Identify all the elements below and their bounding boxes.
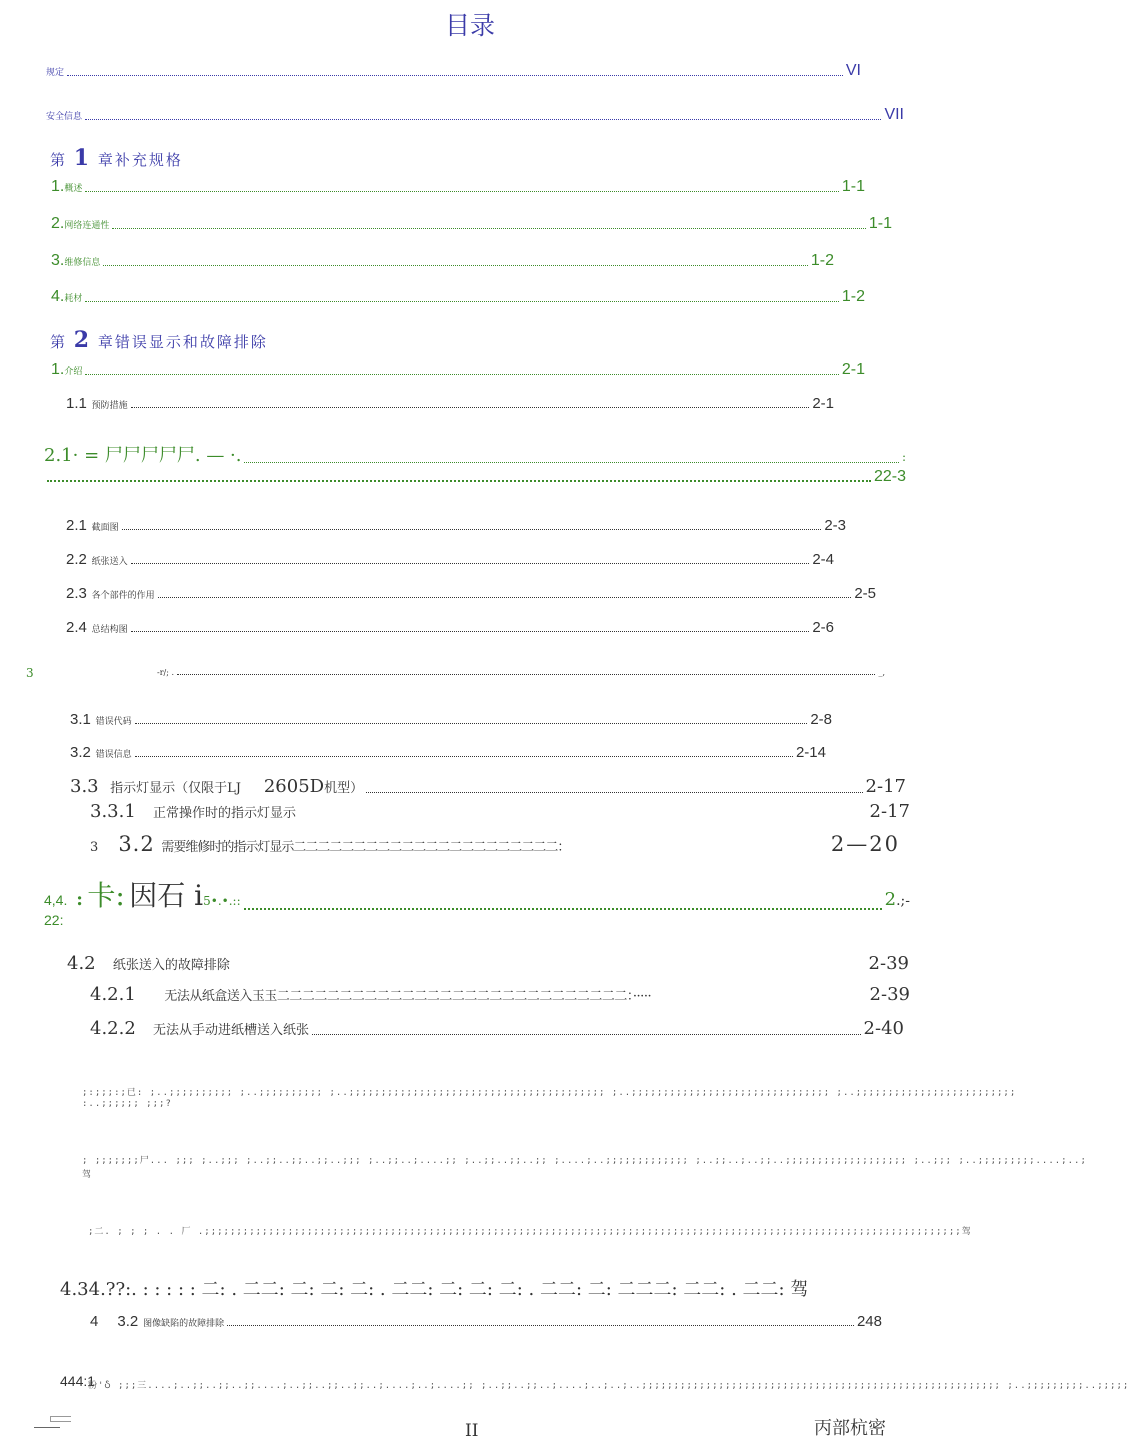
toc-entry-consumables[interactable] — [51, 288, 865, 306]
toc-entry-garbled-4-3-4[interactable]: 4.34.??:. : : : : : 二: . 二二: 二: 二: 二: . 二二: 二: 二: 二: . 二二: 二: 二二二: 二二: . 二二: 驾 — [60, 1279, 809, 1300]
toc-number: 2.2 — [66, 551, 87, 568]
toc-entry-garbled-2-1[interactable] — [44, 441, 906, 467]
toc-entry-manual-feed[interactable] — [90, 1018, 904, 1039]
toc-page: 1-1 — [868, 215, 892, 232]
toc-page: 2-17 — [869, 801, 910, 822]
toc-page: 1-2 — [810, 252, 834, 269]
toc-label-suffix: 机型） — [324, 781, 364, 796]
toc-number: 2.4 — [66, 619, 87, 636]
toc-entry-structure[interactable] — [66, 618, 834, 636]
toc-label: 指示灯显示（仅限于LJ — [110, 781, 241, 796]
chapter-1-heading[interactable] — [50, 145, 183, 171]
toc-page: 2-4 — [812, 551, 834, 568]
toc-title: 目录 — [445, 11, 496, 40]
toc-entry-network[interactable] — [51, 215, 892, 233]
toc-number: 4.2.2 — [90, 1018, 136, 1039]
toc-number: 4.2.1 — [90, 984, 136, 1005]
garbled-line-2a: ; ;;;;;;;尸... ;;; ;..;;; ;..;;..;;..;;..;;; ;..;;..;....;; ;..;;..;;..;; ;....;..;;;;;;;;;;;;; ;..;;..;..;;..;;;;;;;;;;;;;;;;;;; ;..;;; ;..;;;;;;;;;....;..; — [82, 1156, 1087, 1166]
toc-label: 截面图 — [91, 523, 119, 533]
toc-number: 3 — [90, 840, 99, 855]
leader-dots — [131, 631, 810, 632]
toc-number: 1. — [51, 361, 65, 378]
chapter-number: 2 — [73, 327, 92, 353]
toc-entry-overview[interactable] — [51, 178, 865, 196]
toc-number: 3.1 — [70, 711, 91, 728]
toc-entry-indicator-service[interactable] — [90, 832, 900, 856]
toc-entry-safety[interactable] — [46, 106, 904, 124]
leader-dots — [158, 597, 852, 598]
toc-number: 2. — [51, 215, 65, 232]
toc-number: 4.2 — [67, 953, 96, 974]
toc-entry-indicator-normal[interactable] — [90, 801, 910, 822]
toc-label: 需要维修时的指示灯显示二二二二二二二二二二二二二二二二二二二二二二： — [161, 840, 570, 855]
leader-dots — [103, 265, 808, 266]
toc-label: 错误信息 — [95, 750, 132, 760]
toc-entry-maintenance[interactable] — [51, 252, 834, 270]
toc-number-sub: 3.2 — [117, 1313, 139, 1330]
leader-dots — [85, 301, 839, 302]
toc-page: 2 — [884, 889, 897, 910]
leader-dots — [47, 480, 871, 482]
leader-dots — [85, 191, 839, 192]
leader-dots — [112, 228, 866, 229]
leader-dots — [312, 1034, 861, 1035]
toc-page: 248 — [856, 1313, 882, 1330]
toc-label: 错误代码 — [95, 717, 132, 727]
page-number: II — [465, 1421, 479, 1441]
toc-label: 安全信息 — [46, 112, 83, 122]
toc-number: 1. — [51, 178, 65, 195]
garbled-line-1b: :..;;;;;; ;;;? — [82, 1099, 172, 1109]
toc-page: 2-3 — [824, 517, 846, 534]
toc-entry-image-defects[interactable] — [90, 1312, 882, 1330]
toc-page: 2-39 — [869, 984, 910, 1005]
toc-entry-components[interactable] — [66, 584, 876, 602]
toc-page: 2-17 — [865, 776, 906, 797]
leader-dots — [67, 75, 843, 76]
toc-label: 总结构图 — [91, 625, 128, 635]
leader-dots — [85, 374, 839, 375]
toc-label: 耗材 — [64, 294, 83, 304]
toc-entry-cross-section[interactable] — [66, 516, 846, 534]
toc-entry-regulations[interactable] — [46, 62, 861, 80]
classification-label: 丙部杭密 — [814, 1418, 886, 1439]
toc-number: 3.2 — [70, 744, 91, 761]
leader-dots — [131, 563, 810, 564]
toc-entry-garbled-3 — [157, 668, 885, 677]
toc-page: 2—20 — [830, 832, 900, 856]
leader-dots — [135, 756, 793, 757]
leader-dots — [85, 119, 881, 120]
toc-page: 1-2 — [841, 288, 865, 305]
toc-label: 纸张送入的故障排除 — [112, 958, 230, 973]
toc-label: 纸张送入 — [91, 557, 128, 567]
toc-label: 无法从手动进纸槽送入纸张 — [152, 1023, 309, 1038]
toc-mark: : — [76, 889, 83, 910]
footer-mark — [34, 1414, 70, 1428]
toc-number: 2.3 — [66, 585, 87, 602]
garbled-line-2b: 驾 — [82, 1170, 93, 1180]
leader-dots — [122, 529, 822, 530]
toc-page: 2-1 — [812, 395, 834, 412]
toc-label: 介绍 — [64, 367, 83, 377]
toc-label-c: 5•.•.:: — [203, 894, 241, 908]
leader-dots — [366, 792, 862, 793]
toc-entry-garbled-3-number[interactable]: 3 — [26, 666, 34, 680]
toc-number: 4 — [90, 1313, 99, 1330]
garbled-line-4: 粉'Ⴢ ;;;三....;..;;..;;..;;....;..;;..;;..;;..;....;..;....;; ;..;;..;;..;....;..;..;..;;;;;;;;;;;;;;;;;;;;;;;;;;;;;;;;;;;;;;;;;;;;;;;;;;;;;;;; ;..;;;;;;;;;..;;;;; — [88, 1381, 1129, 1391]
toc-label-a: 卡: — [87, 879, 125, 912]
toc-label: 正常操作时的指示灯显示 — [152, 806, 296, 821]
toc-number: 2.1 — [66, 517, 87, 534]
toc-label: 维修信息 — [64, 258, 101, 268]
chapter-title: 章补充规格 — [97, 151, 183, 169]
toc-entry-precautions[interactable] — [66, 394, 834, 412]
toc-page: VII — [884, 106, 904, 123]
toc-page: 2-40 — [863, 1018, 904, 1039]
toc-number: 3. — [51, 252, 65, 269]
chapter-prefix: 第 — [50, 151, 68, 169]
toc-number: 4,4. — [44, 892, 68, 908]
toc-label: 各个部件的作用 — [91, 591, 155, 601]
toc-label: -r/; . — [157, 668, 175, 677]
toc-entry-garbled-4-wrap: 22: — [44, 912, 64, 928]
leader-dots — [227, 1325, 854, 1326]
chapter-prefix: 第 — [50, 333, 68, 351]
toc-page: 2-6 — [812, 619, 834, 636]
toc-tail: .;- — [896, 893, 910, 909]
leader-dots — [135, 723, 808, 724]
toc-page: 2-5 — [854, 585, 876, 602]
leader-dots — [244, 908, 882, 910]
toc-label: 预防措施 — [91, 401, 128, 411]
toc-label: 网络连通性 — [64, 221, 110, 231]
toc-page: 22-3 — [873, 468, 906, 485]
leader-dots — [244, 462, 898, 463]
toc-entry-tray-feed[interactable] — [90, 984, 910, 1005]
chapter-number: 1 — [73, 145, 92, 171]
toc-label: 无法从纸盒送入玉玉二二二二二二二二二二二二二二二二二二二二二二二二二二二二：····· — [164, 989, 652, 1004]
chapter-2-heading[interactable] — [50, 327, 268, 353]
chapter-title: 章错误显示和故障排除 — [97, 333, 268, 351]
toc-page: 2-1 — [841, 361, 865, 378]
garbled-line-4-lead: 444:1 — [60, 1373, 96, 1389]
toc-label: 规定 — [46, 68, 65, 78]
toc-label: 2.1· = 尸尸尸尸尸. — ·. — [44, 445, 242, 466]
toc-entry-garbled-2-1-wrap — [44, 468, 906, 486]
toc-number: 1.1 — [66, 395, 87, 412]
toc-entry-intro[interactable] — [51, 361, 865, 379]
toc-number: 4. — [51, 288, 65, 305]
toc-label: 概述 — [64, 184, 83, 194]
toc-entry-indicator-lights[interactable] — [70, 776, 906, 797]
toc-tail: _, — [878, 668, 885, 677]
toc-entry-garbled-4[interactable] — [44, 874, 910, 914]
leader-dots — [177, 674, 875, 675]
toc-page: 2-14 — [795, 744, 826, 761]
toc-number: 3.3.1 — [90, 801, 136, 822]
toc-label-b: 因石 i — [129, 879, 204, 912]
toc-number: 3.3 — [70, 776, 99, 797]
garbled-line-3: ;二. ; ; ; . . 厂 .;;;;;;;;;;;;;;;;;;;;;;;;;;;;;;;;;;;;;;;;;;;;;;;;;;;;;;;;;;;;;;;;;;;;;;;;;;;;;;;;;;;;;;;;;;;;;;;;;;;;;;;;;;;;;;;;;;;;;;驾 — [88, 1227, 972, 1237]
toc-entry-error-messages[interactable] — [70, 743, 826, 761]
toc-entry-error-codes[interactable] — [70, 710, 832, 728]
toc-label: 图像缺陷的故障排除 — [143, 1319, 225, 1329]
toc-page: VI — [845, 62, 861, 79]
leader-dots — [131, 407, 810, 408]
toc-colon: : — [901, 450, 906, 464]
toc-model: 2605D — [263, 776, 325, 797]
toc-page: 2-39 — [868, 953, 909, 974]
toc-page: 2-8 — [810, 711, 832, 728]
toc-entry-paper-feed[interactable] — [66, 550, 834, 568]
toc-number-sub: 3.2 — [118, 832, 155, 856]
garbled-line-1a: ;:;;;:;已: ;..;;;;;;;;;; ;..;;;;;;;;;; ;..;;;;;;;;;;;;;;;;;;;;;;;;;;;;;;;;;;;;;;;; ;..;;;;;;;;;;;;;;;;;;;;;;;;;;;;;;; ;..;;;;;;;;;;;;;;;;;;;;;;;;; — [82, 1088, 1017, 1098]
toc-entry-paper-feed-trouble[interactable] — [67, 953, 909, 974]
toc-page: 1-1 — [841, 178, 865, 195]
